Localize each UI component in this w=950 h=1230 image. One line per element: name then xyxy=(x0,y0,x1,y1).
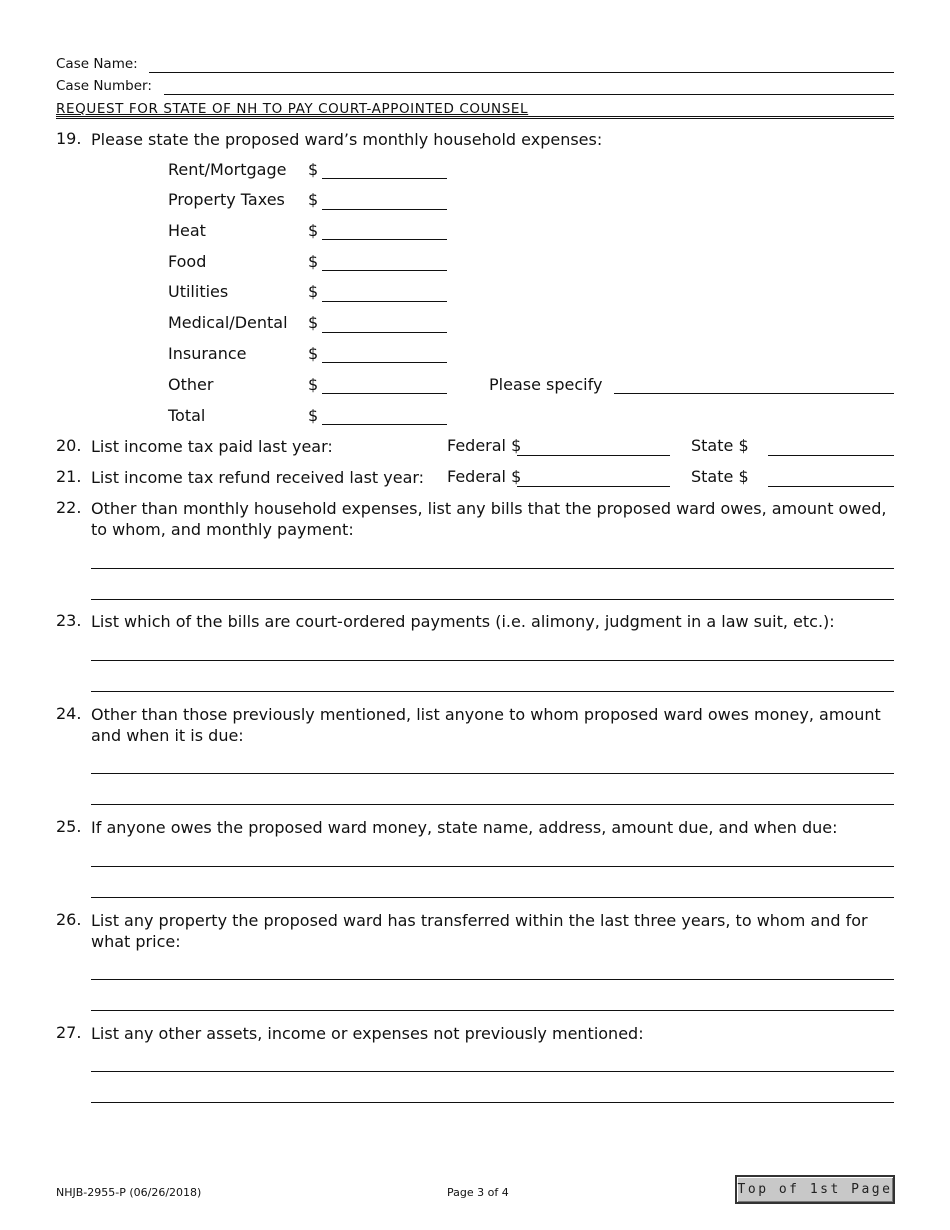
dollar-sign: $ xyxy=(308,406,319,425)
q24-answer-line-2[interactable] xyxy=(91,804,894,805)
dollar-sign: $ xyxy=(308,313,319,332)
q20-number: 20. xyxy=(56,436,82,455)
expense-label-insurance: Insurance xyxy=(168,344,247,363)
q19-number: 19. xyxy=(56,129,82,148)
q27-answer-line-2[interactable] xyxy=(91,1102,894,1103)
medical-field[interactable] xyxy=(322,332,447,333)
form-id: NHJB-2955-P (06/26/2018) xyxy=(56,1186,202,1199)
q21-state-field[interactable] xyxy=(768,486,894,487)
q21-text: List income tax refund received last year: xyxy=(91,468,425,487)
q24-text: Other than those previously mentioned, list anyone to whom proposed ward owes money, amount and when it is due: xyxy=(91,705,881,745)
food-field[interactable] xyxy=(322,270,447,271)
q24-answer-line-1[interactable] xyxy=(91,773,894,774)
rent-field[interactable] xyxy=(322,178,447,179)
expense-label-other: Other xyxy=(168,375,214,394)
expense-label-heat: Heat xyxy=(168,221,206,240)
dollar-sign: $ xyxy=(308,344,319,363)
case-name-field[interactable] xyxy=(149,72,894,73)
q25-answer-line-2[interactable] xyxy=(91,897,894,898)
header-divider xyxy=(56,116,894,117)
dollar-sign: $ xyxy=(308,252,319,271)
q27-text: List any other assets, income or expenses not previously mentioned: xyxy=(91,1024,644,1043)
total-field[interactable] xyxy=(322,424,447,425)
please-specify-label: Please specify xyxy=(489,375,603,394)
q21-federal-label: Federal $ xyxy=(447,467,522,486)
q26-answer-line-2[interactable] xyxy=(91,1010,894,1011)
page-number: Page 3 of 4 xyxy=(447,1186,509,1199)
q21-federal-field[interactable] xyxy=(517,486,670,487)
q25-number: 25. xyxy=(56,817,82,836)
q22-answer-line-1[interactable] xyxy=(91,568,894,569)
q22-number: 22. xyxy=(56,498,82,517)
header-divider-2 xyxy=(56,118,894,119)
q26-text: List any property the proposed ward has transferred within the last three years, to whom and for what price: xyxy=(91,911,868,951)
dollar-sign: $ xyxy=(308,190,319,209)
expense-label-utilities: Utilities xyxy=(168,282,229,301)
q23-answer-line-2[interactable] xyxy=(91,691,894,692)
q24-number: 24. xyxy=(56,704,82,723)
q25-answer-line-1[interactable] xyxy=(91,866,894,867)
q20-state-field[interactable] xyxy=(768,455,894,456)
heat-field[interactable] xyxy=(322,239,447,240)
insurance-field[interactable] xyxy=(322,362,447,363)
q20-text: List income tax paid last year: xyxy=(91,437,333,456)
expense-label-rent: Rent/Mortgage xyxy=(168,160,287,179)
expense-label-total: Total xyxy=(168,406,206,425)
q21-state-label: State $ xyxy=(691,467,749,486)
top-of-first-page-button[interactable]: Top of 1st Page xyxy=(735,1175,895,1204)
dollar-sign: $ xyxy=(308,221,319,240)
q23-number: 23. xyxy=(56,611,82,630)
case-number-label: Case Number: xyxy=(56,78,152,94)
q25-text: If anyone owes the proposed ward money, state name, address, amount due, and when due: xyxy=(91,818,838,837)
q21-number: 21. xyxy=(56,467,82,486)
q26-answer-line-1[interactable] xyxy=(91,979,894,980)
q26-number: 26. xyxy=(56,910,82,929)
q27-number: 27. xyxy=(56,1023,82,1042)
case-name-label: Case Name: xyxy=(56,56,138,72)
case-number-field[interactable] xyxy=(164,94,894,95)
expense-label-food: Food xyxy=(168,252,207,271)
q20-federal-field[interactable] xyxy=(517,455,670,456)
q23-answer-line-1[interactable] xyxy=(91,660,894,661)
form-title: REQUEST FOR STATE OF NH TO PAY COURT-APPOINTED COUNSEL xyxy=(56,101,529,117)
please-specify-field[interactable] xyxy=(614,393,894,394)
q23-text: List which of the bills are court-ordered payments (i.e. alimony, judgment in a law suit, etc.): xyxy=(91,612,835,631)
q27-answer-line-1[interactable] xyxy=(91,1071,894,1072)
property-taxes-field[interactable] xyxy=(322,209,447,210)
expense-label-medical: Medical/Dental xyxy=(168,313,288,332)
q19-text: Please state the proposed ward’s monthly household expenses: xyxy=(91,130,603,149)
q20-state-label: State $ xyxy=(691,436,749,455)
other-field[interactable] xyxy=(322,393,447,394)
q22-answer-line-2[interactable] xyxy=(91,599,894,600)
dollar-sign: $ xyxy=(308,160,319,179)
utilities-field[interactable] xyxy=(322,301,447,302)
q22-text: Other than monthly household expenses, list any bills that the proposed ward owes, amount owed, to whom, and monthly payment: xyxy=(91,499,887,539)
dollar-sign: $ xyxy=(308,282,319,301)
expense-label-property-taxes: Property Taxes xyxy=(168,190,285,209)
q20-federal-label: Federal $ xyxy=(447,436,522,455)
dollar-sign: $ xyxy=(308,375,319,394)
